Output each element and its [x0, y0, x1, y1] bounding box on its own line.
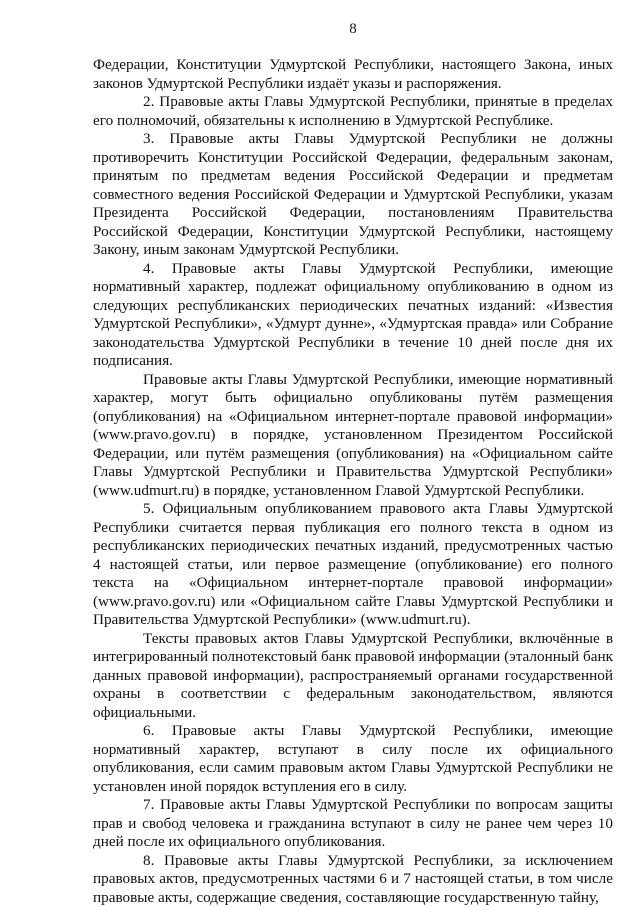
paragraph-continuation: Федерации, Конституции Удмуртской Республики, настоящего Закона, иных законов Удмуртской Республики издаёт указы и распоряжения. [93, 56, 613, 93]
paragraph-item-4: 4. Правовые акты Главы Удмуртской Республики, имеющие нормативный характер, подлежат официальному опубликованию в одном из следующих республиканских периодических печатных изданий: «Известия Удмуртской Республики», «Удмурт дунне», «Удмуртская правда» или Собрание законодательства Удмуртской Республики в течение 10 дней после дня их подписания. [93, 260, 613, 371]
paragraph-item-7: 7. Правовые акты Главы Удмуртской Республики по вопросам защиты прав и свобод человека и гражданина вступают в силу не ранее чем через 10 дней после их официального опубликования. [93, 796, 613, 852]
page-number: 8 [93, 20, 613, 38]
paragraph-item-8: 8. Правовые акты Главы Удмуртской Республики, за исключением правовых актов, предусмотренных частями 6 и 7 настоящей статьи, в том числе правовые акты, содержащие сведения, составляющие государственную тайну, [93, 852, 613, 907]
paragraph-item-5-texts: Тексты правовых актов Главы Удмуртской Республики, включённые в интегрированный полнотекстовый банк правовой информации (эталонный банк данных правовой информации), распространяемый органами государственной охраны в соответствии с федеральным законодательством, являются официальными. [93, 630, 613, 723]
document-page [93, 20, 613, 907]
paragraph-item-2: 2. Правовые акты Главы Удмуртской Республики, принятые в пределах его полномочий, обязательны к исполнению в Удмуртской Республике. [93, 93, 613, 130]
paragraph-item-6: 6. Правовые акты Главы Удмуртской Республики, имеющие нормативный характер, вступают в силу после их официального опубликования, если самим правовым актом Главы Удмуртской Республики не установлен иной порядок вступления его в силу. [93, 722, 613, 796]
paragraph-item-5: 5. Официальным опубликованием правового акта Главы Удмуртской Республики считается первая публикация его полного текста в одном из республиканских периодических печатных изданий, предусмотренных частью 4 настоящей статьи, или первое размещение (опубликование) его полного текста на «Официальном интернет-портале правовой информации» (www.pravo.gov.ru) или «Официальном сайте Главы Удмуртской Республики и Правительства Удмуртской Республики» (www.udmurt.ru). [93, 500, 613, 630]
paragraph-item-3: 3. Правовые акты Главы Удмуртской Республики не должны противоречить Конституции Российской Федерации, федеральным законам, принятым по предметам ведения Российской Федерации и предметам совместного ведения Российской Федерации и Удмуртской Республики, указам Президента Российской Федерации, постановлениям Правительства Российской Федерации, Конституции Удмуртской Республики, настоящему Закону, иным законам Удмуртской Республики. [93, 130, 613, 260]
paragraph-item-4-online: Правовые акты Главы Удмуртской Республики, имеющие нормативный характер, могут быть официально опубликованы путём размещения (опубликования) на «Официальном интернет-портале правовой информации» (www.pravo.gov.ru) в порядке, установленном Президентом Российской Федерации, или путём размещения (опубликования) на «Официальном сайте Главы Удмуртской Республики и Правительства Удмуртской Республики» (www.udmurt.ru) в порядке, установленном Главой Удмуртской Республики. [93, 371, 613, 501]
